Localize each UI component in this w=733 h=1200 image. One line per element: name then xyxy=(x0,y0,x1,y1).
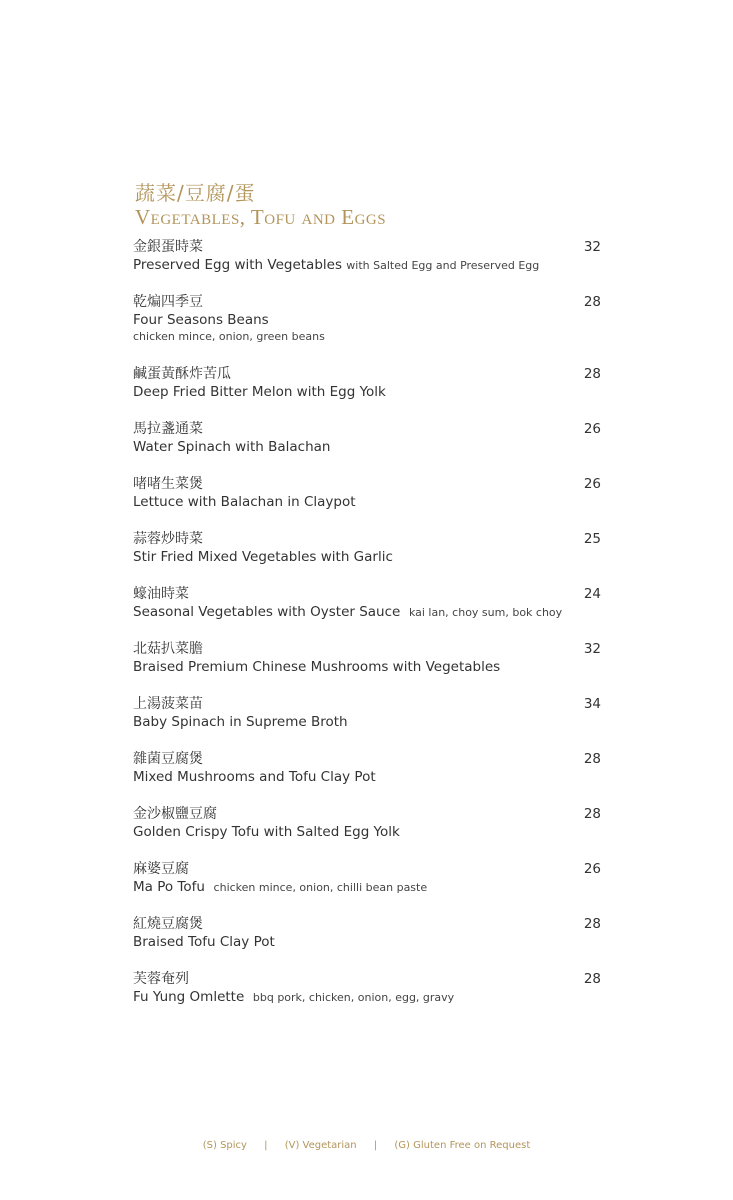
item-name-chinese: 鹹蛋黃酥炸苦瓜 xyxy=(133,366,231,382)
item-name-chinese: 啫啫生菜煲 xyxy=(133,476,203,492)
item-name-chinese: 蠔油時菜 xyxy=(133,586,189,602)
item-name-english xyxy=(133,603,601,622)
item-note: bbq pork, chicken, onion, egg, gravy xyxy=(252,991,455,1004)
item-price: 28 xyxy=(583,294,601,310)
item-note: kai lan, choy sum, bok choy xyxy=(408,606,563,619)
item-name-english: Baby Spinach in Supreme Broth xyxy=(133,714,348,730)
item-note: chicken mince, onion, chilli bean paste xyxy=(213,881,428,894)
item-name-english-text: Seasonal Vegetables with Oyster Sauce xyxy=(133,604,401,620)
item-name-chinese: 蒜蓉炒時菜 xyxy=(133,531,203,547)
menu-item xyxy=(133,915,601,951)
dietary-legend xyxy=(0,1140,733,1151)
item-name-english: Four Seasons Beans xyxy=(133,312,269,328)
item-price: 26 xyxy=(583,476,601,492)
menu-item xyxy=(133,640,601,676)
item-name-chinese: 紅燒豆腐煲 xyxy=(133,916,203,932)
section-title-chinese: 蔬菜/豆腐/蛋 xyxy=(135,181,256,205)
menu-item xyxy=(133,585,601,622)
legend-separator: | xyxy=(373,1140,378,1151)
item-name-chinese: 雜菌豆腐煲 xyxy=(133,751,203,767)
item-price: 34 xyxy=(583,696,601,712)
menu-item xyxy=(133,293,601,345)
item-name-chinese: 上湯菠菜苗 xyxy=(133,696,203,712)
item-name-chinese: 金沙椒鹽豆腐 xyxy=(133,806,217,822)
item-name-english xyxy=(133,988,601,1007)
menu-item xyxy=(133,970,601,1007)
menu-item xyxy=(133,420,601,456)
item-name-english: Braised Premium Chinese Mushrooms with Vegetables xyxy=(133,659,501,675)
item-name-english: Braised Tofu Clay Pot xyxy=(133,934,275,950)
menu-item xyxy=(133,750,601,786)
item-price: 28 xyxy=(583,751,601,767)
item-name-chinese: 北菇扒菜膽 xyxy=(133,641,203,657)
item-name-english: Stir Fried Mixed Vegetables with Garlic xyxy=(133,549,393,565)
section-title-english: Vegetables, Tofu and Eggs xyxy=(135,205,387,229)
item-name-chinese: 芙蓉奄列 xyxy=(133,971,189,987)
menu-item xyxy=(133,530,601,566)
item-name-english: Deep Fried Bitter Melon with Egg Yolk xyxy=(133,384,386,400)
item-name-english-text: Fu Yung Omlette xyxy=(133,989,245,1005)
legend-separator: | xyxy=(264,1140,268,1151)
menu-item xyxy=(133,475,601,511)
item-description: chicken mince, onion, green beans xyxy=(133,330,325,343)
section-header xyxy=(135,180,386,228)
item-name-english-text: Ma Po Tofu xyxy=(133,879,205,895)
menu-item xyxy=(133,238,601,275)
item-name-english-text: Preserved Egg with Vegetables xyxy=(133,257,342,273)
item-note: with Salted Egg and Preserved Egg xyxy=(346,259,540,272)
item-price: 25 xyxy=(583,531,601,547)
item-price: 32 xyxy=(583,239,601,255)
item-price: 28 xyxy=(583,916,601,932)
item-price: 28 xyxy=(583,971,601,987)
menu-item xyxy=(133,805,601,841)
item-price: 24 xyxy=(583,586,601,602)
menu-item xyxy=(133,695,601,731)
item-price: 28 xyxy=(583,806,601,822)
item-name-chinese: 金銀蛋時菜 xyxy=(133,239,203,255)
menu-item xyxy=(133,365,601,401)
item-name-english: Lettuce with Balachan in Claypot xyxy=(133,494,356,510)
menu-item xyxy=(133,860,601,897)
item-name-english xyxy=(133,878,601,897)
item-price: 26 xyxy=(583,861,601,877)
item-price: 26 xyxy=(583,421,601,437)
item-name-chinese: 馬拉盞通菜 xyxy=(133,421,203,437)
item-price: 28 xyxy=(583,366,601,382)
legend-spicy: (S) Spicy xyxy=(202,1140,247,1151)
item-name-english: Mixed Mushrooms and Tofu Clay Pot xyxy=(133,769,376,785)
legend-gluten-free: (G) Gluten Free on Request xyxy=(394,1140,531,1151)
legend-vegetarian: (V) Vegetarian xyxy=(284,1140,357,1151)
item-name-chinese: 乾煸四季豆 xyxy=(133,294,203,310)
item-name-english: Water Spinach with Balachan xyxy=(133,439,331,455)
item-name-english xyxy=(133,256,601,275)
item-price: 32 xyxy=(583,641,601,657)
item-name-chinese: 麻婆豆腐 xyxy=(133,861,189,877)
item-name-english: Golden Crispy Tofu with Salted Egg Yolk xyxy=(133,824,400,840)
